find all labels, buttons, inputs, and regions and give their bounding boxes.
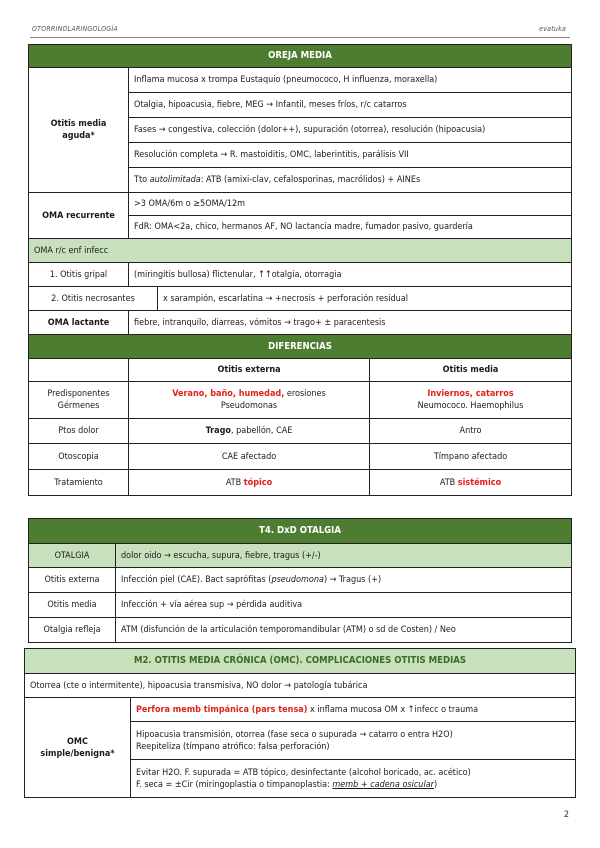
- otalgia-refleja-label: Otalgia refleja: [29, 618, 116, 643]
- otalgia-externa-label: Otitis externa: [29, 568, 116, 593]
- page-number: 2: [563, 810, 569, 820]
- otoscopia-label: Otoscopia: [29, 444, 129, 470]
- oreja-media-title: OREJA MEDIA: [29, 45, 572, 68]
- omc-table: [24, 648, 576, 798]
- diferencias-title: DIFERENCIAS: [29, 335, 572, 359]
- oma-row-1: Inflama mucosa x trompa Eustaquio (pneumococo, H influenza, moraxella): [129, 68, 572, 93]
- tratamiento-externa: ATB tópico: [129, 470, 370, 496]
- recurrente-row-1: >3 OMA/6m o ≥5OMA/12m: [129, 193, 572, 216]
- tratamiento-media: ATB sistémico: [370, 470, 572, 496]
- otalgia-title: T4. DxD OTALGIA: [29, 519, 572, 544]
- omc-row-2: Hipoacusia transmisión, otorrea (fase seca o supurada → catarro o entra H2O) Reepiteliza (tímpano atrófico: falsa perforación): [131, 722, 576, 760]
- omc-intro: Otorrea (cte o intermitente), hipoacusia transmisiva, NO dolor → patología tubárica: [25, 674, 576, 698]
- oreja-media-table: [28, 44, 572, 496]
- otalgia-externa-text: Infección piel (CAE). Bact saprófitas (pseudomona) → Tragus (+): [116, 568, 572, 593]
- otalgia-table: [28, 518, 572, 643]
- otalgia-text: dolor oido → escucha, supura, fiebre, tragus (+/-): [116, 544, 572, 568]
- omc-row-1: Perfora memb timpánica (pars tensa) x inflama mucosa OM x ↑infecc o trauma: [131, 698, 576, 722]
- ptos-dolor-externa: Trago, pabellón, CAE: [129, 419, 370, 444]
- otalgia-label: OTALGIA: [29, 544, 116, 568]
- col-otitis-externa: Otitis externa: [129, 359, 370, 382]
- oma-lactante-label: OMA lactante: [29, 311, 129, 335]
- otitis-gripal-text: (miringitis bullosa) flictenular, ↑↑otalgia, otorragia: [129, 263, 572, 287]
- oma-label: Otitis media aguda*: [29, 68, 129, 193]
- tratamiento-label: Tratamiento: [29, 470, 129, 496]
- omc-title: M2. OTITIS MEDIA CRÓNICA (OMC). COMPLICACIONES OTITIS MEDIAS: [25, 649, 576, 674]
- oma-lactante-text: fiebre, intranquilo, diarreas, vómitos → trago+ ± paracentesis: [129, 311, 572, 335]
- enf-infecc-header: OMA r/c enf infecc: [29, 239, 572, 263]
- predisponentes-media: Inviernos, catarros Neumococo. Haemophilus: [370, 382, 572, 419]
- otitis-necrosantes-label: 2. Otitis necrosantes: [29, 287, 158, 311]
- otalgia-media-text: Infección + vía aérea sup → pérdida auditiva: [116, 593, 572, 618]
- ptos-dolor-label: Ptos dolor: [29, 419, 129, 444]
- oma-row-4: Resolución completa → R. mastoiditis, OMC, laberintitis, parálisis VII: [129, 143, 572, 168]
- predisponentes-label: Predisponentes Gérmenes: [29, 382, 129, 419]
- oma-row-2: Otalgia, hipoacusia, fiebre, MEG → Infantil, meses fríos, r/c catarros: [129, 93, 572, 118]
- ptos-dolor-media: Antro: [370, 419, 572, 444]
- recurrente-row-2: FdR: OMA<2a, chico, hermanos AF, NO lactancia madre, fumador pasivo, guardería: [129, 216, 572, 239]
- header-divider: [30, 37, 570, 38]
- header-author: evatuka: [539, 25, 566, 33]
- otitis-necrosantes-text: x sarampión, escarlatina → +necrosis + perforación residual: [158, 287, 572, 311]
- omc-row-3: Evitar H2O. F. supurada = ATB tópico, desinfectante (alcohol boricado, ac. acético) F. seca = ±Cir (miringoplastia o timpanoplastia: memb + cadena osicular): [131, 760, 576, 798]
- oma-recurrente-label: OMA recurrente: [29, 193, 129, 239]
- oma-row-3: Fases → congestiva, colección (dolor++), supuración (otorrea), resolución (hipoacusia): [129, 118, 572, 143]
- oma-tto: Tto autolimitada: ATB (amixi-clav, cefalosporinas, macrólidos) + AINEs: [129, 168, 572, 193]
- otitis-gripal-label: 1. Otitis gripal: [29, 263, 129, 287]
- otalgia-refleja-text: ATM (disfunción de la articulación temporomandibular (ATM) o sd de Costen) / Neo: [116, 618, 572, 643]
- diferencias-corner: [29, 359, 129, 382]
- otoscopia-externa: CAE afectado: [129, 444, 370, 470]
- predisponentes-externa: Verano, baño, humedad, erosiones Pseudomonas: [129, 382, 370, 419]
- otoscopia-media: Tímpano afectado: [370, 444, 572, 470]
- otalgia-media-label: Otitis media: [29, 593, 116, 618]
- omc-label: OMC simple/benigna*: [25, 698, 131, 798]
- header-subject: OTORRINOLARINGOLOGÍA: [32, 25, 118, 33]
- col-otitis-media: Otitis media: [370, 359, 572, 382]
